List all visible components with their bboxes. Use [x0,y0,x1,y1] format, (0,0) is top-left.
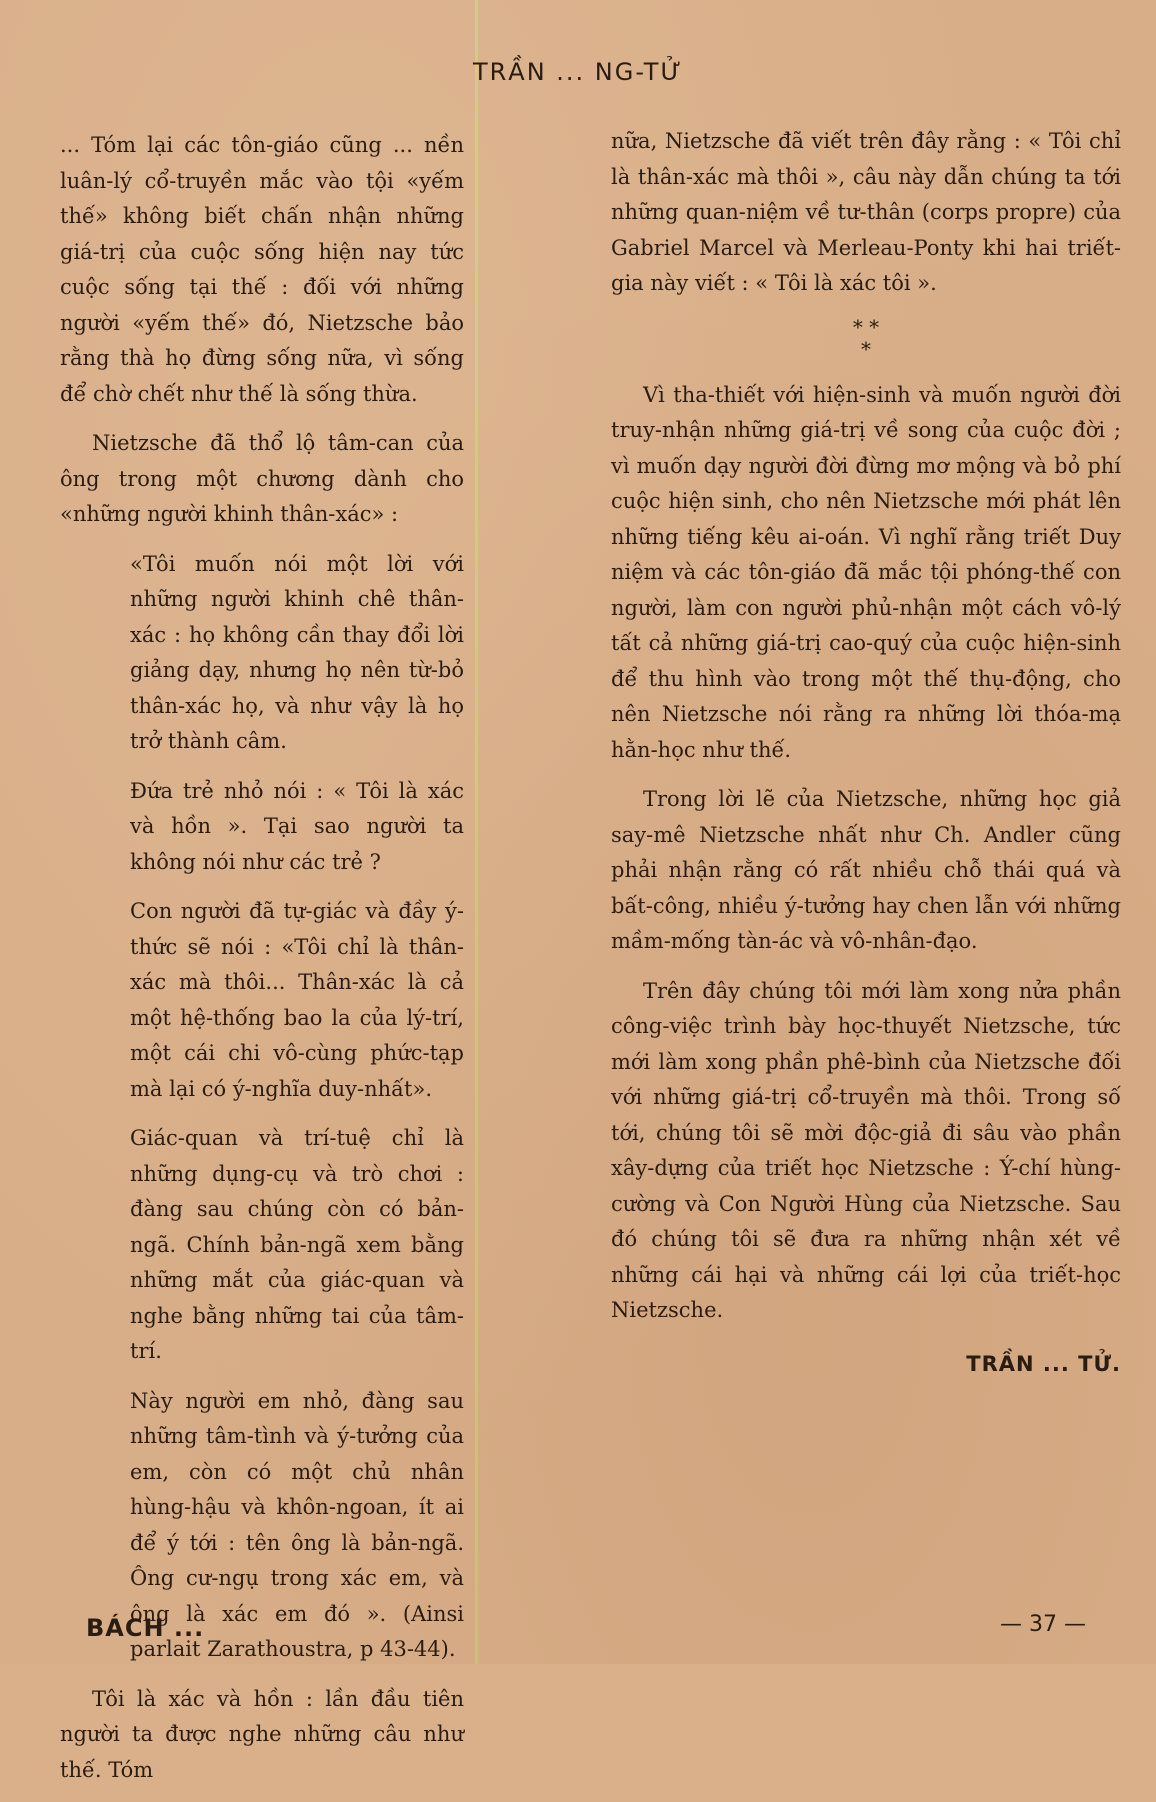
footer-publication: BÁCH ... [86,1614,205,1642]
paragraph: Trong lời lẽ của Nietzsche, những học giả say-mê Nietzsche nhất như Ch. Andler cũng phải nhận rằng có rất nhiều chỗ thái quá và bất-công, nhiều ý-tưởng hay chen lẫn với những mầm-mống tàn-ác và vô-nhân-đạo. [611,787,1121,953]
quote-paragraph: Này người em nhỏ, đàng sau những tâm-tình và ý-tưởng của em, còn có một chủ nhân hùng-hậu và khôn-ngoan, ít ai để ý tới : tên ông là bản-ngã. Ông cư-ngụ trong xác em, và ông là xác em đó ». (Ainsi parlait Zarathoustra, p 43-44). [130,1388,464,1661]
page-header: TRẦN ... NG-TỬ [472,58,684,86]
quote-paragraph: Con người đã tự-giác và đầy ý-thức sẽ nói : «Tôi chỉ là thân-xác mà thôi... Thân-xác là cả một hệ-thống bao la của lý-trí, một cái chi vô-cùng phức-tạp mà lại có ý-nghĩa duy-nhất». [130,899,464,1101]
paragraph: Nietzsche đã thổ lộ tâm-can của ông trong một chương dành cho «những người khinh thân-xác» : [60,431,464,526]
page-fold-line [475,0,478,1664]
quote-paragraph: «Tôi muốn nói một lời với những người khinh chê thân-xác : họ không cần thay đổi lời giảng dạy, nhưng họ nên từ-bỏ thân-xác họ, và như vậy là họ trở thành câm. [130,551,464,753]
author-signature: TRẦN ... TỬ. [966,1351,1121,1376]
section-separator: * * * [852,314,880,361]
paragraph: Vì tha-thiết với hiện-sinh và muốn người đời truy-nhận những giá-trị về song của cuộc đời ; vì muốn dạy người đời đừng mơ mộng và bỏ phí cuộc hiện sinh, cho nên Nietzsche mới phát lên những tiếng kêu ai-oán. Vì nghĩ rằng triết Duy niệm và các tôn-giáo đã mắc tội phóng-thế con người, làm con người phủ-nhận một cách vô-lý tất cả những giá-trị cao-quý của cuộc hiện-sinh để thu hình vào trong một thế thụ-động, cho nên Nietzsche nói rằng ra những lời thóa-mạ hằn-học như thế. [611,382,1121,762]
left-column [60,128,464,1802]
right-column [611,124,1121,1382]
paragraph: ... Tóm lại các tôn-giáo cũng ... nền luân-lý cổ-truyền mắc vào tội «yếm thế» không biết chấn nhận những giá-trị của cuộc sống hiện nay tức cuộc sống tại thế : đối với những người «yếm thế» đó, Nietzsche bảo rằng thà họ đừng sống nữa, vì sống để chờ chết như thế là sống thừa. [60,133,464,406]
quote-paragraph: Đứa trẻ nhỏ nói : « Tôi là xác và hồn ». Tại sao người ta không nói như các trẻ ? [130,778,464,874]
quote-paragraph: Giác-quan và trí-tuệ chỉ là những dụng-cụ và trò chơi : đàng sau chúng còn có bản-ngã. Chính bản-ngã xem bằng những mắt của giác-quan và nghe bằng những tai của tâm-trí. [130,1126,464,1363]
paragraph: nữa, Nietzsche đã viết trên đây rằng : « Tôi chỉ là thân-xác mà thôi », câu này dẫn chúng ta tới những quan-niệm về tư-thân (corps propre) của Gabriel Marcel và Merleau-Ponty khi hai triết-gia này viết : « Tôi là xác tôi ». [611,129,1121,295]
paragraph: Trên đây chúng tôi mới làm xong nửa phần công-việc trình bày học-thuyết Nietzsche, tức mới làm xong phần phê-bình của Nietzsche đối với những giá-trị cổ-truyền mà thôi. Trong số tới, chúng tôi sẽ mời độc-giả đi sâu vào phần xây-dựng của triết học Nietzsche : Ý-chí hùng-cường và Con Người Hùng của Nietzsche. Sau đó chúng tôi sẽ đưa ra những nhận xét về những cái hại và những cái lợi của triết-học Nietzsche. [611,978,1121,1322]
paragraph: Tôi là xác và hồn : lần đầu tiên người ta được nghe những câu như thế. Tóm [60,1686,464,1782]
page-number: — 37 — [1000,1612,1086,1637]
